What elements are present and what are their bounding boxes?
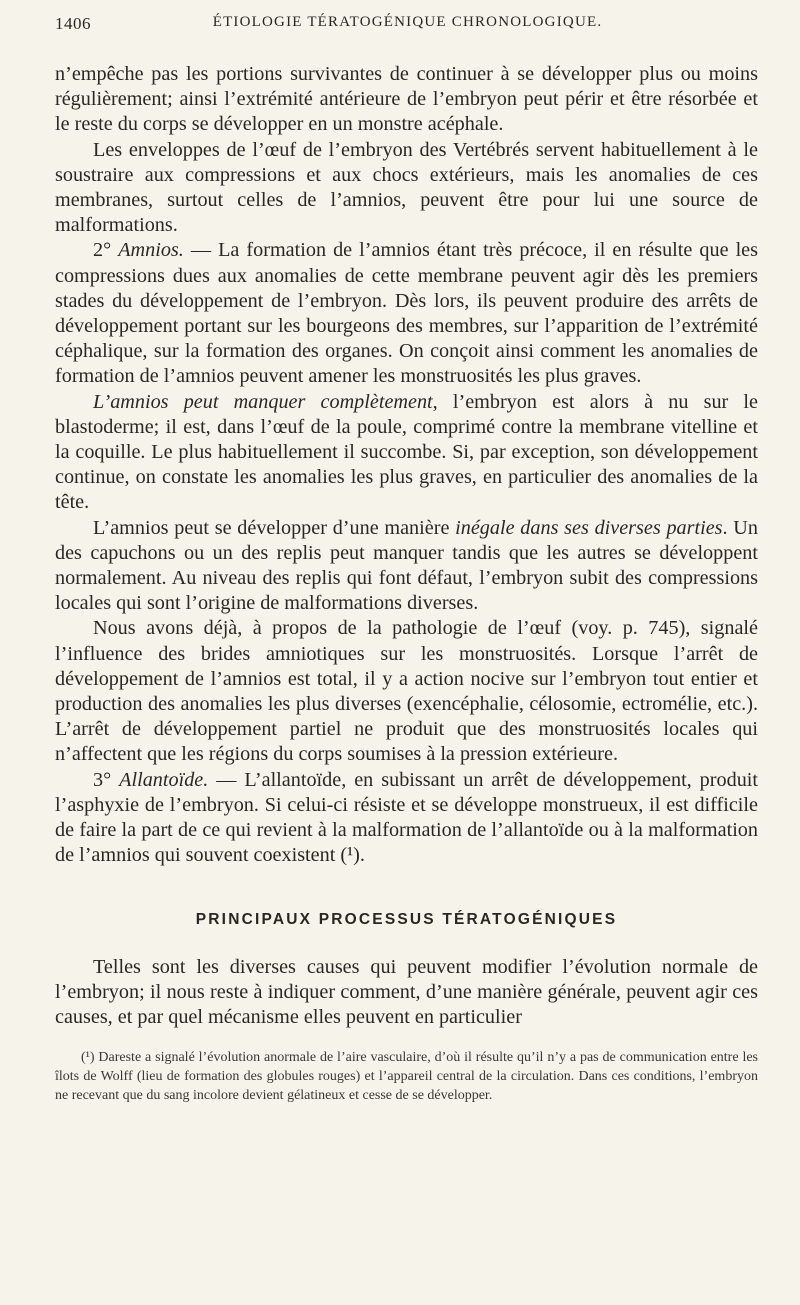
paragraph-allantoide	[55, 768, 758, 869]
paragraph-envelopes: Les enveloppes de l’œuf de l’embryon des Vertébrés servent habituellement à le soustraire aux compressions et aux chocs extérieurs, mais les anomalies de ces membranes, surtout celles de l’amnios, peuvent être pour lui une source de malformations.	[55, 138, 758, 237]
term-amnios: Amnios.	[118, 239, 184, 262]
running-header	[55, 14, 760, 40]
term-amnios-absent: L’amnios peut manquer complètement	[93, 390, 433, 413]
section-number: 2°	[93, 239, 119, 262]
paragraph-text: . Un des capuchons ou un des replis peut manquer tandis que les autres se développent normalement. Au niveau des replis qui font défaut, l’embryon subit des compressions locales qui sont l’origine de malformations diverses.	[55, 516, 758, 615]
section-number: 3°	[93, 768, 120, 791]
term-unequal: inégale dans ses diverses parties	[455, 516, 723, 539]
paragraph-amnios-unequal	[55, 516, 758, 617]
paragraph-amniotic-bands: Nous avons déjà, à propos de la pathologie de l’œuf (voy. p. 745), signalé l’influence des brides amniotiques sur les monstruosités. Lorsque l’arrêt de développement de l’amnios est total, il y a action nocive sur l’embryon tout entier et production des anomalies les plus diverses (exencéphalie, célosomie, ectromélie, etc.). L’arrêt de développement partiel ne produit que des monstruosités locales qui n’affectent que les régions du corps soumises à la pression extérieure.	[55, 617, 758, 766]
paragraph-text: — L’allantoïde, en subissant un arrêt de développement, produit l’asphyxie de l’embryon. Si celui-ci résiste et se développe monstrueux, il est difficile de faire la part de ce qui revient à la malformation de l’allantoïde ou à la malformation de l’amnios qui souvent coexistent (¹).	[55, 768, 759, 867]
paragraph-intro-processes: Telles sont les diverses causes qui peuvent modifier l’évolution normale de l’embryon; il nous reste à indiquer comment, d’une manière générale, peuvent agir ces causes, et par quel mécanisme elles peuvent en particulier	[55, 955, 758, 1028]
paragraph-amnios	[55, 238, 758, 389]
paragraph-amnios-absent	[55, 390, 758, 516]
page-body	[55, 62, 758, 1119]
term-allantoide: Allantoïde.	[119, 768, 209, 791]
paragraph-text: — La formation de l’amnios étant très précoce, il en résulte que les compressions dues aux anomalies de cette membrane peuvent agir dès les premiers stades du développement de l’embryon. Dès lors, ils peuvent produire des arrêts de développement portant sur les bourgeons des membres, sur l’apparition de l’extrémité céphalique, sur la formation des organes. On conçoit ainsi comment les anomalies de formation de l’amnios peuvent amener les monstruosités les plus graves.	[55, 239, 758, 388]
page-number: 1406	[55, 14, 91, 33]
paragraph-text: L’amnios peut se développer d’une manière	[93, 516, 456, 539]
paragraph-text: , l’embryon est alors à nu sur le blastoderme; il est, dans l’œuf de la poule, comprimé contre la membrane vitelline et la coquille. Le plus habituellement il succombe. Si, par exception, son développement continue, on constate les anomalies les plus graves, en particulier des anomalies de la tête.	[55, 390, 758, 514]
running-title: ÉTIOLOGIE TÉRATOGÉNIQUE CHRONOLOGIQUE.	[212, 14, 603, 30]
section-heading: PRINCIPAUX PROCESSUS TÉRATOGÉNIQUES	[195, 910, 618, 928]
paragraph-continuation: n’empêche pas les portions survivantes de continuer à se développer plus ou moins régulièrement; ainsi l’extrémité antérieure de l’embryon peut périr et être résorbée et le reste du corps se développer en un monstre acéphale.	[55, 63, 758, 136]
footnote: (¹) Dareste a signalé l’évolution anormale de l’aire vasculaire, d’où il résulte qu’il n’y a pas de communication entre les îlots de Wolff (lieu de formation des globules rouges) et l’appareil central de la circulation. Dans ces conditions, l’embryon ne recevant que du sang incolore devient gélatineux et cesse de se développer.	[55, 1050, 758, 1104]
